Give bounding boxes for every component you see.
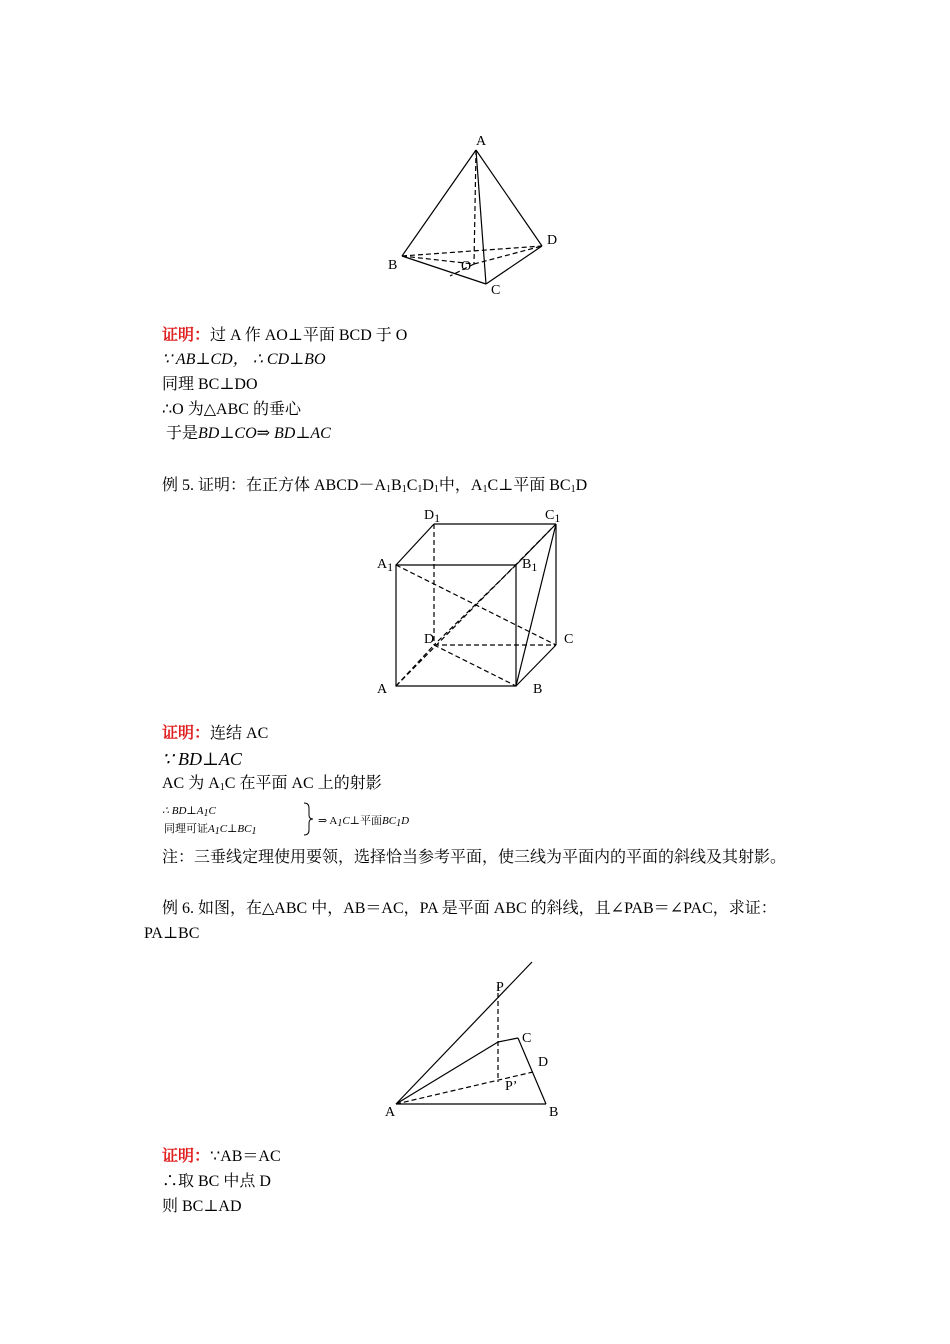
fig2-label-b: B bbox=[533, 682, 543, 697]
proof2-line3: AC 为 $A_1C$ 在平面 AC 上的射影 bbox=[162, 775, 382, 793]
fig1-label-b: B bbox=[388, 258, 398, 273]
example6-statement-line1: 例 6. 如图，在△ABC 中，AB＝AC，PA 是平面 ABC 的斜线，且∠PAB＝∠PAC，求证： bbox=[162, 900, 777, 917]
fig3-label-a: A bbox=[385, 1105, 396, 1120]
proof2-line2: ∵ BD⊥AC bbox=[162, 749, 242, 769]
proof2-formula: ∴ $BD\perp A_1C$ 同理可证$A_1C\perp BC_1$ ⇒ $A_1C\perp$平面$BC_1D$ bbox=[162, 805, 410, 837]
proof1-line4: ∴O 为△ABC 的垂心 bbox=[162, 401, 301, 418]
proof2-label: 证明： bbox=[162, 725, 211, 742]
proof2-note: 注：三垂线定理使用要领，选择恰当参考平面，使三线为平面内的平面的斜线及其射影。 bbox=[162, 849, 787, 866]
cube-figure bbox=[370, 500, 590, 700]
example6-statement-line2: PA⊥BC bbox=[144, 925, 200, 942]
proof3-label: 证明： bbox=[162, 1148, 211, 1165]
fig2-label-d1: D1 bbox=[424, 508, 441, 525]
fig2-label-a: A bbox=[377, 682, 388, 697]
fig2-label-c: C bbox=[564, 632, 574, 647]
fig2-label-a1: A1 bbox=[377, 557, 394, 574]
proof3-line3: 则 BC⊥AD bbox=[162, 1198, 242, 1215]
proof2-line1: 证明：连结 AC bbox=[162, 725, 269, 742]
tetrahedron-figure bbox=[380, 128, 580, 303]
fig2-label-c1: C1 bbox=[545, 508, 561, 525]
proof1-line1: 证明：过 A 作 AO⊥平面 BCD 于 O bbox=[162, 327, 408, 344]
fig1-label-d: D bbox=[547, 233, 558, 248]
proof1-line3: 同理 BC⊥DO bbox=[162, 376, 258, 393]
oblique-line-figure bbox=[380, 955, 580, 1125]
fig3-label-b: B bbox=[549, 1105, 559, 1120]
proof1-line5: 于是BD⊥CO⇒ BD⊥AC bbox=[166, 425, 331, 442]
proof3-line2: ∴取 BC 中点 D bbox=[162, 1173, 271, 1190]
fig3-label-d: D bbox=[538, 1055, 549, 1070]
fig1-label-c: C bbox=[491, 283, 501, 298]
fig3-label-p: P bbox=[496, 980, 504, 995]
fig2-label-b1: B1 bbox=[522, 557, 538, 574]
fig3-label-c: C bbox=[522, 1031, 532, 1046]
fig1-label-a: A bbox=[476, 134, 487, 149]
fig2-label-d: D bbox=[424, 632, 435, 647]
fig3-label-pprime: P’ bbox=[505, 1079, 518, 1094]
proof1-label: 证明： bbox=[162, 327, 211, 344]
proof1-line2: ∵ AB⊥CD， ∴ CD⊥BO bbox=[162, 351, 326, 368]
proof3-line1: 证明：∵AB＝AC bbox=[162, 1148, 281, 1165]
fig1-label-o: O bbox=[461, 259, 472, 274]
example5-statement: 例 5. 证明：在正方体 $ABCD-A_1B_1C_1D_1$中，$A_1C\perp$平面 $BC_1D$ bbox=[162, 477, 588, 495]
